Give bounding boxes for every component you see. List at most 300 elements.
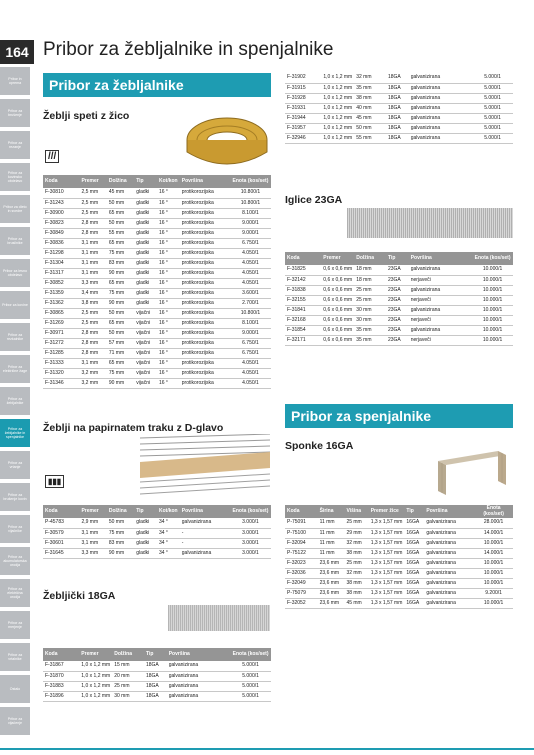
table-cell: 20 mm [112, 671, 144, 681]
table-cell: galvanizirana [409, 265, 472, 275]
table-cell: gladki [134, 548, 157, 558]
table-cell: 83 mm [107, 258, 134, 268]
sidebar-nav [0, 66, 30, 738]
sidebar-item[interactable]: Pribor za žebljalnike [0, 386, 30, 415]
table-cell: 10.000/1 [474, 538, 513, 548]
table-cell: 4.050/1 [230, 268, 271, 278]
table-cell: 9.200/1 [474, 588, 513, 598]
table-cell: 16 ° [157, 258, 180, 268]
table-cell: 23,6 mm [318, 568, 345, 578]
table-row [43, 378, 271, 388]
table-cell: 10.000/1 [474, 598, 513, 608]
table-cell: 3,1 mm [79, 538, 106, 548]
table-cell: 1,3 x 1,57 mm [369, 518, 405, 528]
table-cell: F-31854 [285, 325, 321, 335]
table-cell: F-31645 [43, 548, 79, 558]
table-cell: 65 mm [107, 208, 134, 218]
table-cell: protikorozijska [180, 338, 230, 348]
table-cell: F-30810 [43, 188, 79, 198]
table-cell: protikorozijska [180, 358, 230, 368]
table-cell: 16GA [404, 598, 424, 608]
table-cell: protikorozijska [180, 368, 230, 378]
table-cell: 1,3 x 1,57 mm [369, 548, 405, 558]
table-cell: 1,0 x 1,2 mm [321, 93, 354, 103]
column-header: Premer žice [369, 505, 405, 518]
sidebar-item[interactable]: Pribor za merjenje [0, 610, 30, 639]
table-cell: 23,6 mm [318, 578, 345, 588]
table-cell: 75 mm [107, 288, 134, 298]
table-cell: 23,6 mm [318, 598, 345, 608]
table-cell: galvanizirana [167, 681, 230, 691]
table-cell: F-31902 [285, 73, 321, 83]
table-cell: 3,2 mm [79, 368, 106, 378]
table-cell: 1,0 x 1,2 mm [321, 123, 354, 133]
table-cell: 40 mm [354, 103, 386, 113]
table-cell: F-32155 [285, 295, 321, 305]
table-cell: galvanizirana [424, 518, 474, 528]
table-cell: F-31957 [285, 123, 321, 133]
table-cell: 35 mm [354, 83, 386, 93]
column-header: Površina [180, 505, 230, 518]
table-cell: 2,9 mm [79, 518, 106, 528]
table-cell: 34 ° [157, 518, 180, 528]
table-cell: 10.000/1 [472, 275, 513, 285]
table-cell: 29 mm [344, 528, 368, 538]
table-cell: 23GA [386, 325, 409, 335]
table-cell: 11 mm [318, 518, 345, 528]
table-cell: 30 mm [354, 315, 386, 325]
table-cell: vijačni [134, 348, 157, 358]
column-header: Tip [134, 175, 157, 188]
table-cell: 57 mm [107, 338, 134, 348]
sidebar-item[interactable]: Pribor za brušenje [0, 98, 30, 127]
table-cell: vijačni [134, 328, 157, 338]
table-cell: F-31272 [43, 338, 79, 348]
table-cell: 16 ° [157, 248, 180, 258]
table-cell: 1,0 x 1,2 mm [79, 691, 112, 701]
table-cell: F-32049 [285, 578, 318, 588]
table-cell: F-32946 [285, 133, 321, 143]
table-cell: 16GA [404, 588, 424, 598]
table-cell: F-30849 [43, 228, 79, 238]
table-cell: 3,2 mm [79, 378, 106, 388]
table-cell: 5.000/1 [472, 93, 513, 103]
table-row [285, 123, 513, 133]
table-row [43, 681, 271, 691]
table-cell: 18GA [144, 671, 167, 681]
table-cell: 1,0 x 1,2 mm [321, 73, 354, 83]
table-row [43, 671, 271, 681]
table-cell: protikorozijska [180, 228, 230, 238]
table-cell: 10.000/1 [472, 315, 513, 325]
sidebar-item[interactable]: Pribor za brušenje kovin [0, 482, 30, 511]
table-cell: vijačni [134, 318, 157, 328]
column-header: Koda [43, 648, 79, 661]
table-cell: 90 mm [107, 298, 134, 308]
sidebar-item[interactable]: Pribor za električne žage [0, 354, 30, 383]
table-row [285, 275, 513, 285]
table-cell: galvanizirana [167, 691, 230, 701]
table-cell: 6.750/1 [230, 338, 271, 348]
table-cell: 18GA [386, 103, 409, 113]
sidebar-item[interactable]: Pribor za dleto in svedre [0, 194, 30, 223]
table-row [285, 325, 513, 335]
paper-strip-symbol-icon: ▮▮▮ [45, 475, 64, 488]
paper-nails-title: Žeblji na papirnatem traku z D-glavo [43, 422, 224, 434]
table-cell: 16 ° [157, 378, 180, 388]
table-cell: P-45783 [43, 518, 79, 528]
table-cell: F-32023 [285, 558, 318, 568]
table-cell: 10.000/1 [472, 325, 513, 335]
table-cell: 3,1 mm [79, 258, 106, 268]
sidebar-item[interactable]: Pribor za akumulatorska orodja [0, 546, 30, 575]
table-cell: 10.000/1 [472, 305, 513, 315]
column-header: Dolžina [112, 648, 144, 661]
table-cell: protikorozijska [180, 298, 230, 308]
table-row [285, 568, 513, 578]
column-header: Enota (kos/set) [474, 505, 513, 518]
staples-image [432, 447, 512, 497]
sidebar-item[interactable]: Pribor za električna orodja [0, 578, 30, 607]
table-cell: 25 mm [344, 558, 368, 568]
table-cell: gladki [134, 528, 157, 538]
table-cell: protikorozijska [180, 268, 230, 278]
table-cell: F-31870 [43, 671, 79, 681]
table-cell: gladki [134, 248, 157, 258]
staples-table [285, 505, 513, 609]
table-cell: 55 mm [107, 228, 134, 238]
table-cell: 18GA [144, 661, 167, 671]
column-header: Tip [404, 505, 424, 518]
sidebar-item[interactable]: Pribor za vijačnike [0, 514, 30, 543]
table-cell: protikorozijska [180, 318, 230, 328]
table-row [285, 538, 513, 548]
paper-nails-image [140, 434, 270, 498]
table-cell: 1,3 x 1,57 mm [369, 598, 405, 608]
table-cell: P-75091 [285, 518, 318, 528]
table-cell: protikorozijska [180, 258, 230, 268]
sidebar-item[interactable]: Pribor za vrtanje [0, 450, 30, 479]
table-cell: 50 mm [107, 198, 134, 208]
sidebar-item[interactable]: Pribor in oprema [0, 66, 30, 95]
table-cell: 45 mm [354, 113, 386, 123]
table-cell: 25 mm [354, 295, 386, 305]
page-number: 164 [0, 40, 34, 64]
table-cell: 2,5 mm [79, 318, 106, 328]
table-cell: 16 ° [157, 318, 180, 328]
table-cell: 6.750/1 [230, 348, 271, 358]
table-cell: 14.000/1 [474, 548, 513, 558]
sidebar-item[interactable]: Pribor za rezkalnike [0, 322, 30, 351]
table-cell: 35 mm [354, 335, 386, 345]
table-cell: 11 mm [318, 548, 345, 558]
table-cell: protikorozijska [180, 238, 230, 248]
table-cell: vijačni [134, 338, 157, 348]
table-cell: F-31269 [43, 318, 79, 328]
table-cell: 50 mm [354, 123, 386, 133]
table-cell: 0,6 x 0,6 mm [321, 325, 354, 335]
table-cell: 1,0 x 1,2 mm [79, 661, 112, 671]
table-cell: nerjaveči [409, 315, 472, 325]
column-header: Površina [180, 175, 230, 188]
table-cell: F-31243 [43, 198, 79, 208]
table-cell: 23GA [386, 295, 409, 305]
table-cell: 16 ° [157, 288, 180, 298]
table-cell: P-75100 [285, 528, 318, 538]
table-cell: 3,1 mm [79, 268, 106, 278]
table-cell: F-31838 [285, 285, 321, 295]
section-header-zebljalniki [43, 73, 271, 97]
table-row [285, 73, 513, 83]
table-cell: 9.000/1 [230, 228, 271, 238]
table-cell: 25 mm [354, 285, 386, 295]
table-cell: 50 mm [107, 518, 134, 528]
table-cell: galvanizirana [409, 113, 472, 123]
table-cell: 18GA [386, 93, 409, 103]
sidebar-item[interactable]: Pribor za rezanje [0, 130, 30, 159]
table-cell: 0,6 x 0,6 mm [321, 285, 354, 295]
table-cell: 2,8 mm [79, 328, 106, 338]
table-cell: 0,6 x 0,6 mm [321, 315, 354, 325]
table-cell: 1,0 x 1,2 mm [321, 113, 354, 123]
column-header: Tip [134, 505, 157, 518]
sidebar-item[interactable]: Pribor za vrtalnike [0, 642, 30, 671]
table-cell: galvanizirana [167, 661, 230, 671]
table-cell: 4.050/1 [230, 378, 271, 388]
column-header: Premer [79, 505, 106, 518]
table-cell: 75 mm [107, 248, 134, 258]
table-row [43, 691, 271, 701]
table-cell: F-30579 [43, 528, 79, 538]
table-cell: 3,4 mm [79, 288, 106, 298]
table-cell: 2,8 mm [79, 218, 106, 228]
table-cell: 2,8 mm [79, 348, 106, 358]
table-cell: protikorozijska [180, 248, 230, 258]
staples-title: Sponke 16GA [285, 440, 354, 452]
table-cell: 3.000/1 [230, 538, 271, 548]
table-cell: 10.000/1 [472, 265, 513, 275]
table-cell: galvanizirana [424, 578, 474, 588]
table-cell: 10.800/1 [230, 188, 271, 198]
table-row [285, 113, 513, 123]
table-cell: 25 mm [344, 518, 368, 528]
table-cell: 23GA [386, 275, 409, 285]
table-cell: 2.700/1 [230, 298, 271, 308]
table-cell: galvanizirana [424, 568, 474, 578]
column-header: Koda [285, 505, 318, 518]
table-cell: 3,1 mm [79, 358, 106, 368]
table-row [285, 285, 513, 295]
table-cell: F-31333 [43, 358, 79, 368]
table-cell: F-30971 [43, 328, 79, 338]
column-header: Koda [285, 252, 321, 265]
table-cell: F-32142 [285, 275, 321, 285]
table-cell: galvanizirana [409, 305, 472, 315]
table-cell: galvanizirana [424, 598, 474, 608]
column-header: Tip [386, 252, 409, 265]
table-cell: 18GA [144, 691, 167, 701]
table-cell: 16 ° [157, 278, 180, 288]
table-cell: nerjaveči [409, 335, 472, 345]
sidebar-item[interactable]: Ostalo [0, 674, 30, 703]
table-cell: 4.050/1 [230, 368, 271, 378]
table-cell: 11 mm [318, 528, 345, 538]
table-cell: 18GA [386, 83, 409, 93]
table-cell: F-31931 [285, 103, 321, 113]
table-row [43, 661, 271, 671]
table-cell: F-31944 [285, 113, 321, 123]
table-cell: 5.000/1 [472, 123, 513, 133]
table-cell: gladki [134, 288, 157, 298]
table-cell: F-31346 [43, 378, 79, 388]
column-header: Kot/kon [157, 505, 180, 518]
pins-title: Iglice 23GA [285, 194, 343, 206]
table-cell: 16GA [404, 518, 424, 528]
table-cell: gladki [134, 268, 157, 278]
table-cell: gladki [134, 298, 157, 308]
table-cell: F-31867 [43, 661, 79, 671]
table-cell: 2,5 mm [79, 308, 106, 318]
table-cell: 16 ° [157, 188, 180, 198]
table-cell: 38 mm [344, 578, 368, 588]
table-cell: gladki [134, 218, 157, 228]
column-header: Dolžina [107, 175, 134, 188]
table-row [43, 338, 271, 348]
table-cell: gladki [134, 208, 157, 218]
table-cell: 32 mm [344, 568, 368, 578]
table-cell: 16 ° [157, 228, 180, 238]
table-cell: 23GA [386, 335, 409, 345]
column-header: Površina [409, 252, 472, 265]
table-cell: galvanizirana [424, 538, 474, 548]
table-row [43, 188, 271, 198]
table-cell: protikorozijska [180, 288, 230, 298]
table-cell: 38 mm [344, 548, 368, 558]
table-cell: 10.000/1 [472, 335, 513, 345]
table-row [43, 308, 271, 318]
table-row [43, 218, 271, 228]
table-cell: 38 mm [354, 93, 386, 103]
table-cell: 16GA [404, 538, 424, 548]
table-row [43, 348, 271, 358]
table-cell: 34 ° [157, 528, 180, 538]
table-cell: galvanizirana [409, 93, 472, 103]
table-cell: 23GA [386, 285, 409, 295]
table-cell: 16 ° [157, 298, 180, 308]
table-row [43, 248, 271, 258]
pins-image [347, 208, 513, 238]
table-cell: F-31915 [285, 83, 321, 93]
table-row [43, 278, 271, 288]
sidebar-item[interactable]: Pribor za kovinsko obdelavo [0, 162, 30, 191]
table-cell: 1,3 x 1,57 mm [369, 538, 405, 548]
table-cell: 16 ° [157, 308, 180, 318]
table-cell: 50 mm [107, 308, 134, 318]
table-cell: 10.000/1 [474, 558, 513, 568]
sidebar-item[interactable]: Pribor za vijačenje [0, 706, 30, 735]
table-cell: 16 ° [157, 218, 180, 228]
table-cell: galvanizirana [180, 548, 230, 558]
table-row [43, 368, 271, 378]
table-cell: 2,5 mm [79, 208, 106, 218]
table-row [43, 528, 271, 538]
table-cell: 65 mm [107, 238, 134, 248]
table-cell: 18GA [386, 133, 409, 143]
column-header: Enota (kos/set) [230, 175, 271, 188]
table-cell: 4.050/1 [230, 258, 271, 268]
table-cell: protikorozijska [180, 208, 230, 218]
column-header: Dolžina [107, 505, 134, 518]
table-row [43, 298, 271, 308]
table-row [285, 103, 513, 113]
table-cell: 5.000/1 [472, 83, 513, 93]
sidebar-item[interactable]: Pribor za lesno obdelavo [0, 258, 30, 287]
table-cell: 16 ° [157, 348, 180, 358]
table-cell: nerjaveči [409, 295, 472, 305]
table-cell: 71 mm [107, 348, 134, 358]
table-cell: 3.000/1 [230, 548, 271, 558]
brad-nails-table [43, 648, 271, 702]
table-cell: F-31317 [43, 268, 79, 278]
table-cell: 1,0 x 1,2 mm [321, 133, 354, 143]
table-cell: 18GA [144, 681, 167, 691]
table-cell: 23GA [386, 265, 409, 275]
table-cell: gladki [134, 198, 157, 208]
section-title: Pribor za žebljalnike [49, 77, 184, 93]
table-cell: 55 mm [354, 133, 386, 143]
table-cell: 23,6 mm [318, 558, 345, 568]
sidebar-item[interactable]: Pribor za brusilnike [0, 226, 30, 255]
table-cell: P-75079 [285, 588, 318, 598]
table-cell: galvanizirana [167, 671, 230, 681]
table-cell: protikorozijska [180, 278, 230, 288]
table-cell: protikorozijska [180, 378, 230, 388]
table-cell: galvanizirana [424, 558, 474, 568]
table-cell: 4.050/1 [230, 248, 271, 258]
table-cell: F-32094 [285, 538, 318, 548]
table-cell: 1,0 x 1,2 mm [79, 671, 112, 681]
table-cell: 30 mm [354, 305, 386, 315]
table-row [43, 358, 271, 368]
column-header: Enota (kos/set) [230, 648, 271, 661]
table-cell: 0,6 x 0,6 mm [321, 265, 354, 275]
table-cell: F-31359 [43, 288, 79, 298]
table-cell: 16 ° [157, 238, 180, 248]
table-cell: 90 mm [107, 268, 134, 278]
table-cell: vijačni [134, 308, 157, 318]
table-cell: 5.000/1 [472, 73, 513, 83]
table-cell: 65 mm [107, 318, 134, 328]
column-header: Premer [79, 648, 112, 661]
sidebar-item[interactable]: Pribor za žebljalnike in spenjalnike [0, 418, 30, 447]
column-header: Koda [43, 175, 79, 188]
table-row [285, 558, 513, 568]
table-cell: gladki [134, 258, 157, 268]
brad-nails-image [168, 605, 270, 631]
sidebar-item[interactable]: Pribor za kovine [0, 290, 30, 319]
table-cell: 16 ° [157, 368, 180, 378]
table-cell: 18GA [386, 73, 409, 83]
table-cell: 10.000/1 [474, 568, 513, 578]
table-cell: 3,1 mm [79, 528, 106, 538]
table-cell: 2,8 mm [79, 338, 106, 348]
table-cell: F-31320 [43, 368, 79, 378]
table-cell: F-32171 [285, 335, 321, 345]
table-cell: 16 ° [157, 268, 180, 278]
table-cell: gladki [134, 238, 157, 248]
table-row [43, 538, 271, 548]
table-cell: F-32168 [285, 315, 321, 325]
